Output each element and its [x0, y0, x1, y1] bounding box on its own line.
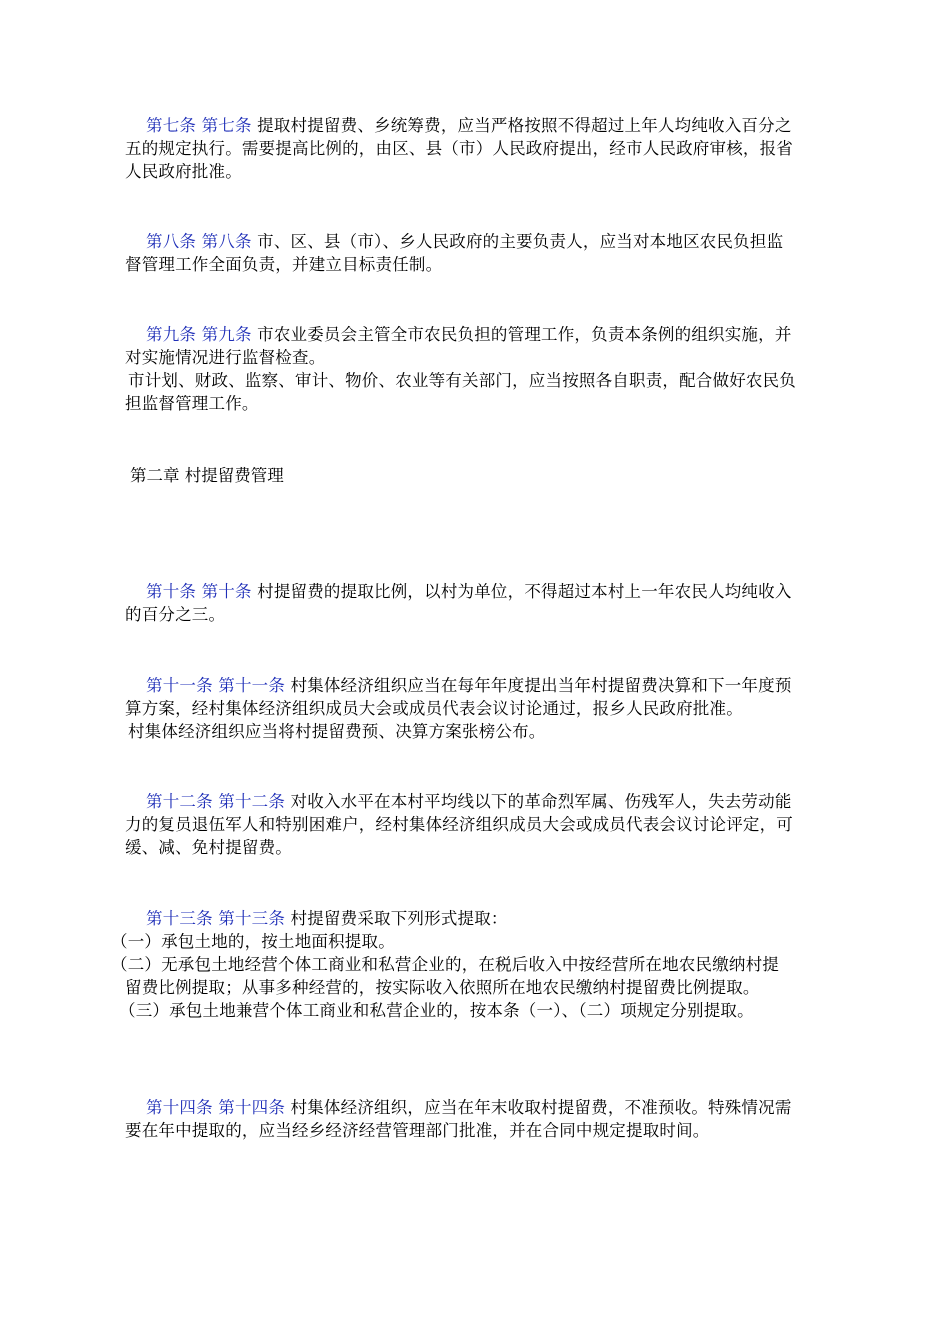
- article-13: [111, 907, 835, 1022]
- article-text-line: 力的复员退伍军人和特别困难户，经村集体经济组织成员大会或成员代表会议讨论评定，可: [125, 815, 793, 834]
- article-text: 村提留费采取下列形式提取：: [290, 909, 508, 928]
- article-text-line: （一）承包土地的，按土地面积提取。: [111, 932, 395, 951]
- article-text: 市农业委员会主管全市农民负担的管理工作，负责本条例的组织实施，并: [257, 325, 792, 344]
- article-text-line: 的百分之三。: [125, 605, 226, 624]
- article-label: 第十条: [146, 582, 197, 601]
- article-11: [125, 674, 835, 743]
- article-label: 第十三条: [146, 909, 213, 928]
- article-label-link[interactable]: 第八条: [201, 232, 252, 251]
- article-first-line: [125, 907, 835, 930]
- article-9: [125, 323, 835, 415]
- article-text-line: （二）无承包土地经营个体工商业和私营企业的，在税后收入中按经营所在地农民缴纳村提: [111, 955, 779, 974]
- article-text-line: （三）承包土地兼营个体工商业和私营企业的，按本条（一）、（二）项规定分别提取。: [119, 1001, 754, 1020]
- article-text-line: 督管理工作全面负责，并建立目标责任制。: [125, 255, 443, 274]
- article-text-line: 担监督管理工作。: [125, 394, 259, 413]
- article-label-link[interactable]: 第七条: [201, 116, 252, 135]
- article-text: 村提留费的提取比例，以村为单位，不得超过本村上一年农民人均纯收入: [257, 582, 792, 601]
- article-text: 村集体经济组织，应当在年末收取村提留费，不准预收。特殊情况需: [290, 1098, 792, 1117]
- article-first-line: [125, 674, 835, 697]
- article-label: 第十四条: [146, 1098, 213, 1117]
- article-text: 村集体经济组织应当在每年年度提出当年村提留费决算和下一年度预: [290, 676, 792, 695]
- article-first-line: [125, 580, 835, 603]
- article-14: [125, 1096, 835, 1142]
- article-first-line: [125, 323, 835, 346]
- article-label-link[interactable]: 第十条: [201, 582, 252, 601]
- article-first-line: [125, 230, 835, 253]
- article-text: 提取村提留费、乡统筹费，应当严格按照不得超过上年人均纯收入百分之: [257, 116, 792, 135]
- article-label-link[interactable]: 第九条: [201, 325, 252, 344]
- article-text-line: 对实施情况进行监督检查。: [125, 348, 326, 367]
- chapter-heading: 第二章 村提留费管理: [130, 466, 284, 485]
- article-first-line: [125, 114, 835, 137]
- article-label-link[interactable]: 第十二条: [218, 792, 286, 811]
- article-10: [125, 580, 835, 626]
- article-text-line: 人民政府批准。: [125, 162, 242, 181]
- article-text-line: 留费比例提取；从事多种经营的，按实际收入依照所在地农民缴纳村提留费比例提取。: [125, 978, 760, 997]
- article-label: 第七条: [146, 116, 197, 135]
- article-text-line: 要在年中提取的，应当经乡经济经营管理部门批准，并在合同中规定提取时间。: [125, 1121, 710, 1140]
- article-label-link[interactable]: 第十一条: [218, 676, 286, 695]
- article-text-line: 五的规定执行。需要提高比例的，由区、县（市）人民政府提出，经市人民政府审核，报省: [125, 139, 793, 158]
- article-8: [125, 230, 835, 276]
- article-text-line: 缓、减、免村提留费。: [125, 838, 292, 857]
- article-text: 对收入水平在本村平均线以下的革命烈军属、伤残军人，失去劳动能: [290, 792, 792, 811]
- article-first-line: [125, 790, 835, 813]
- article-text: 市、区、县（市）、乡人民政府的主要负责人，应当对本地区农民负担监: [257, 232, 784, 251]
- article-label: 第十二条: [146, 792, 213, 811]
- article-label-link[interactable]: 第十四条: [218, 1098, 286, 1117]
- article-label: 第十一条: [146, 676, 213, 695]
- article-first-line: [125, 1096, 835, 1119]
- article-text-line: 市计划、财政、监察、审计、物价、农业等有关部门，应当按照各自职责，配合做好农民负: [128, 371, 796, 390]
- article-7: [125, 114, 835, 183]
- article-text-line: 村集体经济组织应当将村提留费预、决算方案张榜公布。: [128, 722, 546, 741]
- article-text-line: 算方案，经村集体经济组织成员大会或成员代表会议讨论通过，报乡人民政府批准。: [125, 699, 743, 718]
- article-label: 第八条: [146, 232, 197, 251]
- article-label: 第九条: [146, 325, 197, 344]
- article-12: [125, 790, 835, 859]
- article-label-link[interactable]: 第十三条: [218, 909, 286, 928]
